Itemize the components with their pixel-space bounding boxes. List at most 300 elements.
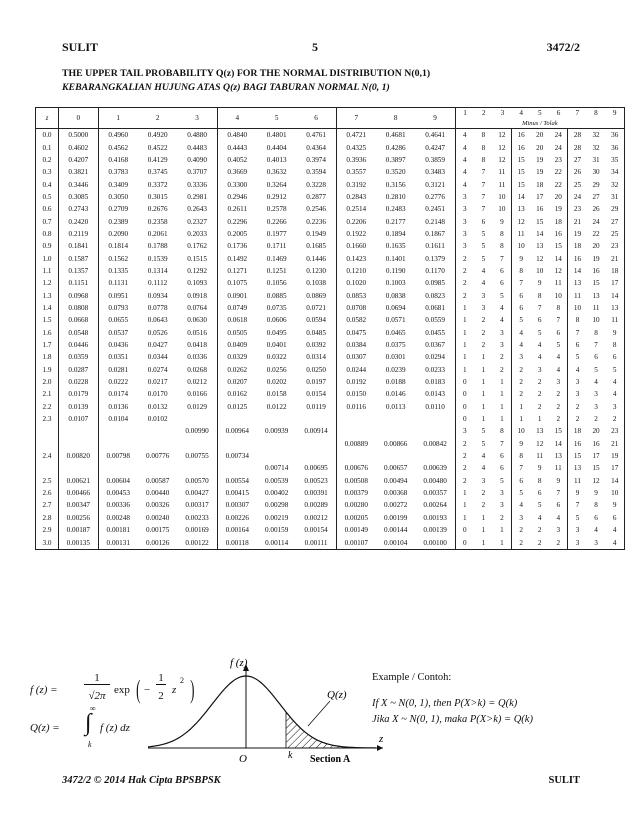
diff-value: 13 bbox=[536, 242, 544, 251]
diff-value: 4 bbox=[549, 351, 568, 363]
q-value: 0.4801 bbox=[266, 131, 287, 140]
diff-value: 26 bbox=[573, 168, 582, 177]
q-value: 0.3707 bbox=[177, 166, 217, 178]
q-value: 0.00415 bbox=[225, 489, 249, 498]
q-value: 0.3336 bbox=[177, 178, 217, 190]
diff-value: 15 bbox=[549, 425, 568, 437]
table-row bbox=[36, 314, 625, 326]
diff-value: 8 bbox=[612, 341, 617, 350]
diff-value: 16 bbox=[573, 254, 582, 263]
diff-value: 11 bbox=[574, 291, 581, 300]
pdf-numerator: 1 bbox=[84, 672, 110, 685]
q-value: 0.2420 bbox=[58, 215, 98, 227]
diff-value: 22 bbox=[592, 229, 600, 238]
diff-value: 1 bbox=[463, 303, 467, 312]
q-value: 0.00307 bbox=[225, 501, 249, 510]
q-value: 0.0526 bbox=[147, 328, 168, 337]
q-value: 0.4920 bbox=[147, 131, 168, 140]
q-value: 0.00714 bbox=[264, 464, 289, 473]
footer-copyright: 3472/2 © 2014 Hak Cipta BPSBPSK bbox=[62, 775, 221, 786]
diff-value: 2 bbox=[481, 316, 486, 325]
q-value: 0.2483 bbox=[385, 205, 406, 214]
diff-value: 2 bbox=[612, 415, 617, 424]
diff-value: 9 bbox=[537, 464, 542, 473]
table-row bbox=[36, 388, 625, 400]
diff-value: 18 bbox=[573, 242, 582, 251]
q-value: 0.1762 bbox=[177, 240, 217, 252]
q-value: 0.00248 bbox=[106, 513, 130, 522]
diff-value: 13 bbox=[549, 450, 568, 462]
q-value: 0.0294 bbox=[416, 351, 456, 363]
q-value: 0.0793 bbox=[108, 303, 129, 312]
diff-value: 4 bbox=[481, 452, 486, 461]
diff-value: 11 bbox=[574, 476, 581, 485]
q-value: 0.0139 bbox=[58, 401, 98, 413]
diff-value: 16 bbox=[517, 131, 525, 140]
diff-value: 29 bbox=[611, 205, 619, 214]
diff-value: 31 bbox=[592, 155, 600, 164]
q-value: 0.0212 bbox=[177, 376, 217, 388]
diff-value: 6 bbox=[594, 353, 598, 362]
diff-value: 24 bbox=[573, 192, 582, 201]
diff-value: 3 bbox=[594, 390, 598, 399]
diff-value: 4 bbox=[612, 538, 617, 547]
diff-value: 19 bbox=[592, 254, 600, 263]
q-value: 0.0618 bbox=[227, 316, 248, 325]
q-value: 0.0314 bbox=[297, 351, 337, 363]
diff-value: 17 bbox=[592, 452, 600, 461]
diff-value: 3 bbox=[463, 229, 467, 238]
q-value: 0.2358 bbox=[147, 217, 168, 226]
upper-tail-region bbox=[286, 712, 376, 748]
q-value: 0.4364 bbox=[297, 141, 337, 153]
q-value: 0.0655 bbox=[108, 316, 129, 325]
q-value: 0.00357 bbox=[416, 487, 456, 499]
diff-value: 12 bbox=[493, 154, 512, 166]
diff-value: 6 bbox=[612, 353, 617, 362]
diff-value: 1 bbox=[481, 526, 486, 535]
diff-value: 3 bbox=[493, 487, 512, 499]
diff-value: 9 bbox=[519, 439, 523, 448]
diff-value: 14 bbox=[573, 266, 582, 275]
q-value: 0.00264 bbox=[416, 499, 456, 511]
diff-value: 19 bbox=[573, 229, 582, 238]
header-col-8: 8 bbox=[376, 108, 416, 129]
diff-value: 31 bbox=[611, 192, 619, 201]
diff-value: 12 bbox=[592, 476, 600, 485]
diff-value: 6 bbox=[612, 513, 617, 522]
diff-value: 5 bbox=[537, 328, 542, 337]
diff-value: 27 bbox=[592, 192, 600, 201]
q-value: 0.0427 bbox=[147, 341, 168, 350]
q-value: 0.2578 bbox=[266, 205, 287, 214]
diff-value: 2 bbox=[481, 328, 486, 337]
diff-value: 12 bbox=[536, 254, 544, 263]
q-value: 0.1357 bbox=[58, 265, 98, 277]
q-value: 0.0136 bbox=[108, 402, 129, 411]
q-value: 0.00135 bbox=[58, 536, 98, 549]
diff-value: 36 bbox=[611, 131, 619, 140]
diff-value: 5 bbox=[575, 353, 580, 362]
diff-value: 1 bbox=[463, 365, 467, 374]
diff-value: 17 bbox=[611, 279, 619, 288]
diff-value: 4 bbox=[463, 180, 467, 189]
diff-value: 8 bbox=[575, 316, 580, 325]
diff-value: 9 bbox=[519, 254, 523, 263]
q-value: 0.00289 bbox=[297, 499, 337, 511]
q-value: 0.00317 bbox=[177, 499, 217, 511]
diff-value: 16 bbox=[536, 205, 544, 214]
diff-value: 11 bbox=[611, 316, 619, 325]
q-value bbox=[257, 438, 297, 450]
z-value: 1.3 bbox=[36, 289, 59, 301]
q-value: 0.1977 bbox=[266, 229, 287, 238]
diff-value: 4 bbox=[463, 143, 467, 152]
diff-value: 7 bbox=[481, 168, 486, 177]
q-value: 0.0764 bbox=[177, 302, 217, 314]
q-value: 0.4207 bbox=[58, 154, 98, 166]
q-value: 0.00154 bbox=[297, 524, 337, 536]
q-value: 0.0694 bbox=[385, 303, 406, 312]
q-value: 0.0110 bbox=[416, 401, 456, 413]
q-value: 0.00621 bbox=[58, 475, 98, 487]
diff-value: 19 bbox=[536, 155, 544, 164]
q-value: 0.00604 bbox=[106, 476, 130, 485]
q-value: 0.5000 bbox=[58, 129, 98, 142]
z-value: 0.0 bbox=[36, 129, 59, 142]
diff-value: 19 bbox=[611, 452, 619, 461]
q-value: 0.0708 bbox=[346, 303, 367, 312]
diff-value: 11 bbox=[592, 303, 600, 312]
q-value: 0.0436 bbox=[108, 341, 129, 350]
diff-value: 18 bbox=[611, 266, 619, 275]
q-value: 0.2843 bbox=[346, 192, 367, 201]
q-value: 0.00964 bbox=[225, 427, 249, 436]
q-value: 0.0749 bbox=[227, 303, 248, 312]
diff-value: 28 bbox=[573, 131, 582, 140]
q-value: 0.2296 bbox=[227, 217, 248, 226]
q-value: 0.1335 bbox=[108, 266, 129, 275]
diff-value: 1 bbox=[493, 388, 512, 400]
q-value: 0.0329 bbox=[227, 353, 248, 362]
q-value: 0.0207 bbox=[227, 378, 248, 387]
q-value: 0.00187 bbox=[58, 524, 98, 536]
diff-value: 10 bbox=[493, 191, 512, 203]
diff-value: 3 bbox=[575, 526, 580, 535]
diff-value: 17 bbox=[536, 192, 544, 201]
q-value: 0.00193 bbox=[416, 512, 456, 524]
q-value: 0.0262 bbox=[227, 365, 248, 374]
diff-value: 1 bbox=[481, 353, 486, 362]
diff-value: 3 bbox=[549, 524, 568, 536]
q-integrand: f (z) dz bbox=[100, 722, 130, 734]
q-value: 0.1894 bbox=[385, 229, 406, 238]
q-value: 0.0143 bbox=[416, 388, 456, 400]
q-value: 0.00114 bbox=[265, 538, 289, 547]
table-title-english: THE UPPER TAIL PROBABILITY Q(z) FOR THE NORMAL DISTRIBUTION N(0,1) bbox=[62, 68, 431, 79]
diff-value: 5 bbox=[612, 365, 617, 374]
diff-value: 3 bbox=[481, 303, 486, 312]
diff-value: 27 bbox=[573, 155, 582, 164]
diff-value: 4 bbox=[549, 364, 568, 376]
pdf-half-numerator: 1 bbox=[156, 672, 166, 685]
integral-sign: ∫ bbox=[85, 710, 92, 736]
q-value: 0.3192 bbox=[346, 180, 367, 189]
q-value: 0.0392 bbox=[297, 339, 337, 351]
z-axis-arrow bbox=[377, 745, 383, 751]
q-value bbox=[177, 438, 217, 450]
diff-value: 9 bbox=[612, 328, 617, 337]
diff-value: 16 bbox=[592, 439, 600, 448]
diff-value: 7 bbox=[481, 205, 486, 214]
header-diff-5: 5 bbox=[538, 109, 542, 117]
q-value bbox=[257, 413, 297, 425]
q-value: 0.0571 bbox=[385, 316, 406, 325]
q-value: 0.0268 bbox=[177, 364, 217, 376]
diff-value: 20 bbox=[592, 427, 600, 436]
q-value: 0.0934 bbox=[147, 291, 168, 300]
diff-value: 4 bbox=[537, 513, 542, 522]
q-value: 0.3121 bbox=[416, 178, 456, 190]
q-value: 0.00676 bbox=[344, 464, 368, 473]
q-value: 0.00205 bbox=[344, 513, 368, 522]
diff-value: 3 bbox=[594, 538, 598, 547]
q-value: 0.1446 bbox=[297, 252, 337, 264]
z-value: 0.8 bbox=[36, 228, 59, 240]
diff-value: 3 bbox=[493, 327, 512, 339]
q-value: 0.00233 bbox=[177, 512, 217, 524]
q-value: 0.2090 bbox=[108, 229, 129, 238]
header-z: z bbox=[36, 108, 59, 129]
diff-value: 6 bbox=[493, 277, 512, 289]
q-value: 0.2177 bbox=[385, 217, 406, 226]
q-value: 0.4013 bbox=[266, 155, 287, 164]
section-a-label: Section A bbox=[310, 754, 351, 764]
q-value: 0.00111 bbox=[297, 536, 337, 549]
q-value: 0.3821 bbox=[58, 166, 98, 178]
q-value: 0.1949 bbox=[297, 228, 337, 240]
q-value: 0.00199 bbox=[384, 513, 408, 522]
diff-value: 3 bbox=[612, 402, 617, 411]
q-value: 0.00169 bbox=[177, 524, 217, 536]
z-value: 2.1 bbox=[36, 388, 59, 400]
table-title-malay: KEBARANGKALIAN HUJUNG ATAS Q(z) BAGI TABURAN NORMAL N(0, 1) bbox=[62, 82, 390, 93]
q-value: 0.3783 bbox=[108, 168, 129, 177]
q-value: 0.00139 bbox=[416, 524, 456, 536]
q-value: 0.00440 bbox=[145, 489, 170, 498]
diff-value: 3 bbox=[481, 476, 486, 485]
q-value: 0.1515 bbox=[177, 252, 217, 264]
diff-value: 7 bbox=[519, 279, 523, 288]
diff-value: 3 bbox=[463, 242, 467, 251]
header-differences bbox=[455, 108, 624, 129]
z-value: 0.1 bbox=[36, 141, 59, 153]
table-row bbox=[36, 302, 625, 314]
q-value: 0.4483 bbox=[177, 141, 217, 153]
example-line-malay: Jika X ~ N(0, 1), maka P(X>k) = Q(k) bbox=[372, 714, 533, 725]
diff-value: 2 bbox=[549, 401, 568, 413]
q-value: 0.1788 bbox=[147, 242, 168, 251]
diff-value: 0 bbox=[463, 538, 467, 547]
diff-value: 16 bbox=[573, 439, 582, 448]
diff-value: 8 bbox=[481, 131, 486, 140]
diff-value: 25 bbox=[573, 180, 582, 189]
q-value: 0.3264 bbox=[266, 180, 287, 189]
diff-value: 3 bbox=[519, 353, 523, 362]
diff-value: 4 bbox=[481, 266, 486, 275]
diff-value: 10 bbox=[517, 242, 525, 251]
q-value: 0.2389 bbox=[108, 217, 129, 226]
z-value: 0.3 bbox=[36, 166, 59, 178]
q-value: 0.00453 bbox=[106, 489, 130, 498]
q-value: 0.0158 bbox=[266, 390, 287, 399]
diff-value: 2 bbox=[549, 388, 568, 400]
diff-value: 1 bbox=[519, 415, 523, 424]
q-value: 0.1562 bbox=[108, 254, 129, 263]
diff-value: 2 bbox=[463, 439, 467, 448]
diff-value: 2 bbox=[519, 378, 523, 387]
header-col-7: 7 bbox=[336, 108, 376, 129]
q-value bbox=[58, 462, 98, 474]
q-value: 0.00159 bbox=[264, 526, 289, 535]
q-value: 0.0582 bbox=[346, 316, 367, 325]
q-value: 0.0233 bbox=[416, 364, 456, 376]
q-value: 0.00494 bbox=[384, 476, 408, 485]
q-value: 0.1003 bbox=[385, 279, 406, 288]
diff-value: 13 bbox=[573, 279, 582, 288]
diff-value: 5 bbox=[481, 427, 486, 436]
diff-value: 1 bbox=[481, 390, 486, 399]
q-value: 0.1814 bbox=[108, 242, 129, 251]
q-value: 0.00347 bbox=[58, 499, 98, 511]
diff-value: 8 bbox=[493, 240, 512, 252]
q-value: 0.2061 bbox=[147, 229, 168, 238]
q-value bbox=[177, 462, 217, 474]
diff-value: 6 bbox=[537, 489, 542, 498]
table-row bbox=[36, 129, 625, 142]
diff-value: 5 bbox=[537, 501, 542, 510]
q-value: 0.0307 bbox=[346, 353, 367, 362]
diff-value: 7 bbox=[549, 314, 568, 326]
diff-value: 3 bbox=[463, 192, 467, 201]
diff-value: 20 bbox=[536, 143, 544, 152]
q-value: 0.0322 bbox=[266, 353, 287, 362]
q-value bbox=[98, 425, 138, 437]
diff-value: 1 bbox=[463, 353, 467, 362]
diff-value: 11 bbox=[549, 277, 568, 289]
z-value: 1.6 bbox=[36, 327, 59, 339]
q-value: 0.00126 bbox=[145, 538, 170, 547]
diff-value: 2 bbox=[463, 291, 467, 300]
diff-value: 7 bbox=[594, 341, 598, 350]
fz-label: f (z) bbox=[230, 657, 248, 669]
diff-value: 5 bbox=[519, 316, 523, 325]
q-value: 0.3669 bbox=[227, 168, 248, 177]
origin-label: O bbox=[239, 753, 247, 764]
q-value: 0.00427 bbox=[177, 487, 217, 499]
header-diff-2: 2 bbox=[481, 109, 486, 117]
diff-value: 18 bbox=[536, 180, 544, 189]
diff-value: 20 bbox=[592, 242, 600, 251]
table-row bbox=[36, 178, 625, 190]
header-diff-8: 8 bbox=[594, 109, 598, 117]
diff-value: 9 bbox=[549, 475, 568, 487]
diff-value: 1 bbox=[463, 328, 467, 337]
q-value: 0.00508 bbox=[344, 476, 368, 485]
q-value: 0.3409 bbox=[108, 180, 129, 189]
q-value: 0.0162 bbox=[227, 390, 248, 399]
diff-value: 36 bbox=[611, 143, 619, 152]
diff-value: 4 bbox=[481, 464, 486, 473]
header-col-5: 5 bbox=[257, 108, 297, 129]
q-value: 0.0179 bbox=[58, 388, 98, 400]
q-value: 0.2266 bbox=[266, 217, 287, 226]
q-value bbox=[98, 462, 138, 474]
diff-value: 12 bbox=[493, 141, 512, 153]
q-value: 0.1401 bbox=[385, 254, 406, 263]
q-value: 0.0838 bbox=[385, 291, 406, 300]
diff-value: 15 bbox=[517, 180, 525, 189]
diff-value: 26 bbox=[592, 205, 600, 214]
diff-value: 2 bbox=[493, 512, 512, 524]
header-col-6: 6 bbox=[297, 108, 337, 129]
q-value: 0.00480 bbox=[416, 475, 456, 487]
diff-value: 13 bbox=[536, 427, 544, 436]
diff-value: 16 bbox=[549, 228, 568, 240]
diff-value: 1 bbox=[493, 401, 512, 413]
q-value: 0.0202 bbox=[266, 378, 287, 387]
q-value: 0.1020 bbox=[346, 279, 367, 288]
table-row bbox=[36, 462, 625, 474]
q-value: 0.00889 bbox=[344, 439, 368, 448]
diff-value: 1 bbox=[493, 536, 512, 549]
bell-curve bbox=[148, 676, 376, 748]
q-value: 0.4840 bbox=[227, 131, 248, 140]
diff-value: 3 bbox=[493, 339, 512, 351]
diff-value: 14 bbox=[611, 476, 619, 485]
diff-value: 2 bbox=[481, 341, 486, 350]
q-value: 0.0344 bbox=[147, 353, 168, 362]
diff-value: 17 bbox=[611, 464, 619, 473]
diff-value: 8 bbox=[481, 143, 486, 152]
q-value: 0.2709 bbox=[108, 205, 129, 214]
header-col-1: 1 bbox=[98, 108, 138, 129]
z-value: 0.6 bbox=[36, 203, 59, 215]
q-value: 0.1492 bbox=[227, 254, 248, 263]
diff-value: 14 bbox=[549, 252, 568, 264]
diff-value: 30 bbox=[592, 168, 600, 177]
q-value: 0.2148 bbox=[416, 215, 456, 227]
pdf-right-paren: ) bbox=[190, 675, 195, 704]
diff-value: 20 bbox=[549, 191, 568, 203]
header-diff-9: 9 bbox=[612, 109, 617, 117]
diff-value: 7 bbox=[549, 487, 568, 499]
q-value: 0.00107 bbox=[344, 538, 368, 547]
header-col-3: 3 bbox=[177, 108, 217, 129]
diff-value: 2 bbox=[463, 476, 467, 485]
diff-value: 2 bbox=[537, 526, 542, 535]
q-value: 0.00734 bbox=[225, 452, 249, 461]
q-value: 0.3520 bbox=[385, 168, 406, 177]
q-value: 0.1271 bbox=[227, 266, 248, 275]
q-value: 0.0721 bbox=[297, 302, 337, 314]
diff-value: 3 bbox=[493, 499, 512, 511]
diff-value: 8 bbox=[493, 228, 512, 240]
q-value: 0.2236 bbox=[297, 215, 337, 227]
z-value bbox=[36, 425, 59, 437]
q-value: 0.0351 bbox=[108, 353, 129, 362]
diff-value: 2 bbox=[594, 415, 598, 424]
